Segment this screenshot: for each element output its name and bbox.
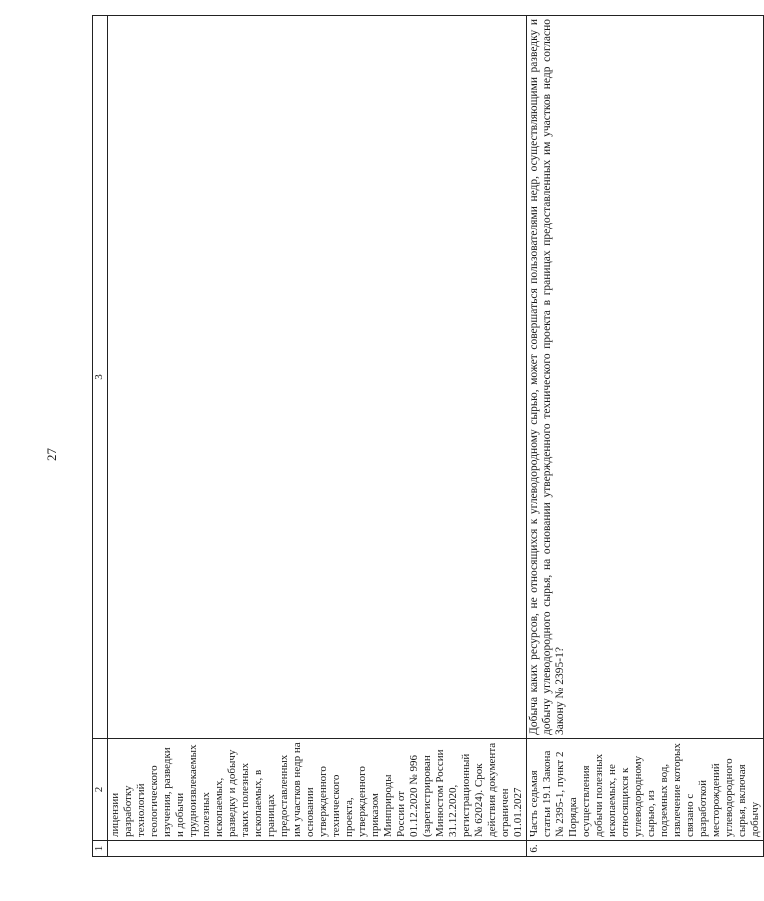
table-row: [527, 16, 764, 857]
table-header-row: [93, 16, 108, 857]
table-row: [108, 16, 527, 857]
question-cell: Добыча каких ресурсов, не относящихся к углеводородному сырью, может совершаться пользователями недр, осуществляющими разведку и добычу углеводородного сырья, на основании утвержденного технического проекта в границах предоставленных им участков недр согласно Закону № 2395-1?: [527, 16, 764, 739]
page-number: 27: [44, 448, 59, 461]
row-number: 6.: [527, 841, 764, 857]
requirements-table: [92, 15, 764, 857]
legal-reference-cell: Часть седьмая статьи 19.1 Закона № 2395-1, пункт 2 Порядка осуществления добычи полезных ископаемых, не относящихся к углеводородному сырью, из подземных вод, извлечение которых связано с разработкой месторождений углеводородного сырья, включая добычу: [527, 739, 764, 841]
header-col-1: 1: [93, 841, 108, 857]
header-col-2: 2: [93, 739, 108, 841]
row-number: [108, 841, 527, 857]
header-col-3: 3: [93, 16, 108, 739]
question-cell: [108, 16, 527, 739]
legal-reference-cell: лицензии разработку технологий геологического изучения, разведки и добычи трудноизвлекаемых полезных ископаемых, разведку и добычу таких полезных ископаемых, в границах предоставленных им участков недр на основании утвержденного технического проекта, утвержденного приказом Минприроды России от 01.12.2020 № 996 (зарегистрирован Минюстом России 31.12.2020, регистрационный № 62024). Срок действия документа ограничен 01.01.2027: [108, 739, 527, 841]
